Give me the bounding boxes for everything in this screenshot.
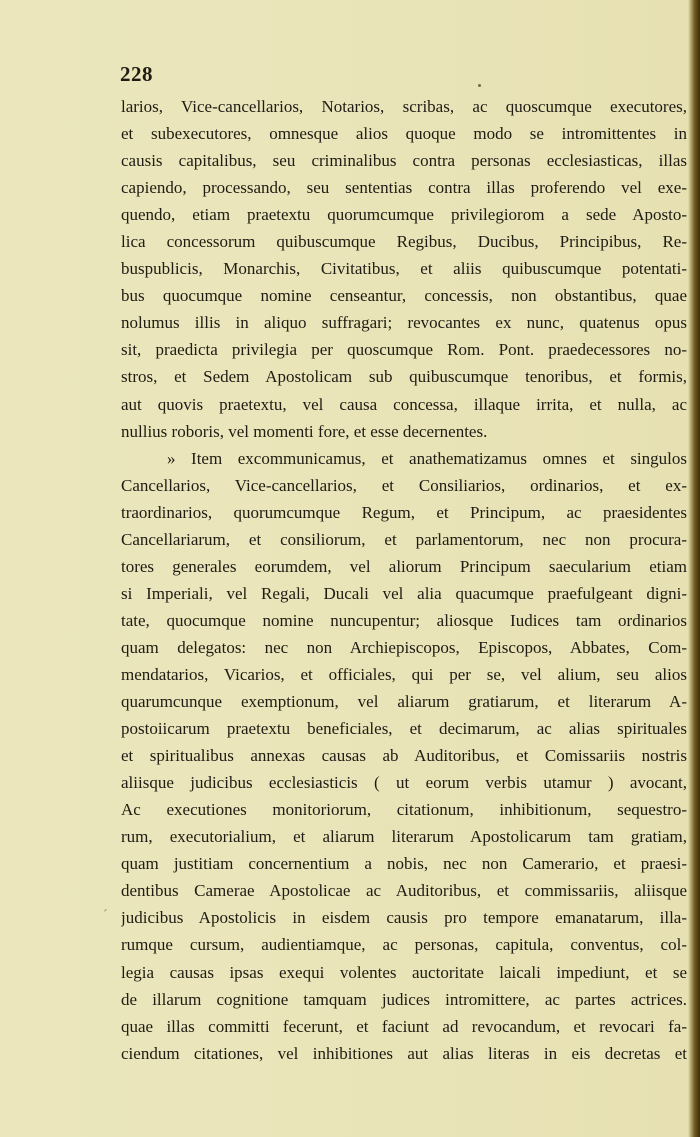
text-line: quam justitiam concernentium a nobis, nec non Camerario, et praesi- — [121, 854, 687, 874]
text-line: Cancellariarum, et consiliorum, et parlamentorum, nec non procura- — [121, 529, 687, 549]
text-line: et subexecutores, omnesque alios quoque modo se intromittentes in — [121, 124, 687, 144]
text-line: quarumcunque exemptionum, vel aliarum gratiarum, et literarum A- — [121, 692, 687, 712]
paragraph-start-line: » Item excommunicamus, et anathematizamus omnes et singulos — [167, 448, 687, 468]
text-line: capiendo, processando, seu sententias contra illas proferendo vel exe- — [121, 178, 687, 198]
margin-mark: ˊ — [103, 908, 108, 923]
text-line: tate, quocumque nomine nuncupentur; aliosque Iudices tam ordinarios — [121, 610, 687, 630]
text-line: aut quovis praetextu, vel causa concessa, illaque irrita, et nulla, ac — [121, 394, 687, 414]
text-line: quendo, etiam praetextu quorumcumque privilegiorom a sede Aposto- — [121, 205, 687, 225]
text-line: ciendum citationes, vel inhibitiones aut alias literas in eis decretas et — [121, 1043, 687, 1063]
text-line: dentibus Camerae Apostolicae ac Auditoribus, et commissariis, aliisque — [121, 881, 687, 901]
body-text — [121, 93, 687, 1067]
text-line: postoiicarum praetextu beneficiales, et decimarum, ac alias spirituales — [121, 719, 687, 739]
text-line: de illarum cognitione tamquam judices intromittere, ac partes actrices. — [121, 989, 687, 1009]
text-line: et spiritualibus annexas causas ab Auditoribus, et Comissariis nostris — [121, 746, 687, 766]
text-line: mendatarios, Vicarios, et officiales, qui per se, vel alium, seu alios — [121, 664, 687, 684]
text-line: traordinarios, quorumcumque Regum, et Principum, ac praesidentes — [121, 502, 687, 522]
text-line: tores generales eorumdem, vel aliorum Principum saecularium etiam — [121, 556, 687, 576]
text-line: quam delegatos: nec non Archiepiscopos, Episcopos, Abbates, Com- — [121, 637, 687, 657]
text-line: rumque cursum, audientiamque, ac personas, capitula, conventus, col- — [121, 935, 687, 955]
text-line: larios, Vice-cancellarios, Notarios, scribas, ac quoscumque executores, — [121, 97, 687, 116]
text-line: legia causas ipsas exequi volentes auctoritate laicali impediunt, et se — [121, 962, 687, 982]
text-line: lica concessorum quibuscumque Regibus, Ducibus, Principibus, Re- — [121, 232, 687, 252]
text-line: si Imperiali, vel Regali, Ducali vel alia quacumque praefulgeant digni- — [121, 583, 687, 603]
text-line: quae illas committi fecerunt, et faciunt ad revocandum, et revocari fa- — [121, 1016, 687, 1036]
text-line: nolumus illis in aliquo suffragari; revocantes ex nunc, quatenus opus — [121, 313, 687, 333]
text-line: Ac executiones monitoriorum, citationum, inhibitionum, sequestro- — [121, 800, 687, 820]
text-line: bus quocumque nomine censeantur, concessis, non obstantibus, quae — [121, 286, 687, 306]
text-line: stros, et Sedem Apostolicam sub quibuscumque tenoribus, et formis, — [121, 367, 687, 387]
text-line: aliisque judicibus ecclesiasticis ( ut eorum verbis utamur ) avocant, — [121, 773, 687, 793]
text-line: Cancellarios, Vice-cancellarios, et Consiliarios, ordinarios, et ex- — [121, 475, 687, 495]
text-line: sit, praedicta privilegia per quoscumque Rom. Pont. praedecessores no- — [121, 340, 687, 360]
text-line: buspublicis, Monarchis, Civitatibus, et aliis quibuscumque potentati- — [121, 259, 687, 279]
paragraph-end-line: nullius roboris, vel momenti fore, et esse decernentes. — [121, 421, 488, 441]
page-edge-shadow — [688, 0, 700, 1137]
text-line: rum, executorialium, et aliarum literarum Apostolicarum tam gratiam, — [121, 827, 687, 847]
page-number: 228 — [120, 62, 153, 86]
text-line: causis capitalibus, seu criminalibus contra personas ecclesiasticas, illas — [121, 151, 687, 171]
text-line: judicibus Apostolicis in eisdem causis pro tempore emanatarum, illa- — [121, 908, 687, 928]
ink-speck — [478, 84, 481, 87]
